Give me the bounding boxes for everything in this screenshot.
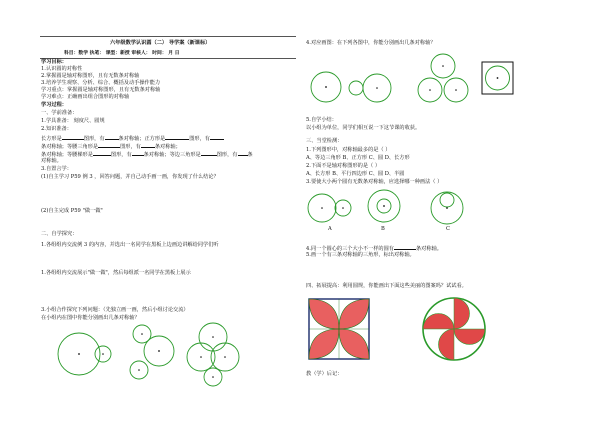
section-3-title: 三、当堂检测：: [306, 138, 343, 144]
section-2-title: 二、自学探究：: [41, 231, 78, 237]
explore-2: 1.各组组内交流展示"做一做"，然后每组派一名同学在黑板上展示: [41, 270, 191, 276]
k2b: 图形，有: [120, 144, 141, 150]
section-1-title: 一、学前准备：: [41, 110, 78, 116]
test-5: 5.画一个有三条对称轴的三角形，标出对称轴。: [306, 252, 415, 258]
goal-3: 3.培养学生观察、分析、综合、概括及动手操作能力: [41, 80, 161, 86]
goal-1: 1.认识圆的对称性: [41, 66, 83, 72]
k1b: 图形，有: [83, 136, 105, 142]
k3b: 图形，有: [110, 152, 132, 158]
question-2: (2)自主完成 P59 "做一做": [41, 208, 103, 214]
summary-text: 以小组为单位，同学们相互说一下这节课的收获。: [306, 125, 421, 131]
question-1: (1)自主学习 P59 例 3 ，回答问题，并自己动手画一画，你发现了什么结论？: [41, 174, 219, 180]
process-title: 学习过程：: [41, 102, 67, 108]
test-2: 2.下面不是轴对称图形的是（ ）: [306, 163, 381, 169]
key-point: 学习重点：掌握圆是轴对称图形，且有无数条对称轴: [41, 87, 161, 93]
t4b: 条对称轴。: [415, 246, 442, 252]
k3c: 条对称轴；等边三角形是: [143, 152, 201, 158]
goal-2: 2.掌握圆是轴对称图形，且有无数条对称轴: [41, 73, 140, 79]
self-study-title: 3.自置言学：: [41, 166, 72, 172]
k3a: 条对称轴；等腰梯形是: [41, 152, 93, 158]
k1a: 长方形是: [41, 136, 62, 142]
test-2-options: A、长方形 B、平行四边形 C、圆 D、半圆: [306, 171, 405, 177]
k2c: 条对称轴；: [154, 144, 181, 150]
k3e: 条: [247, 152, 253, 158]
knowledge-line-4: 对称轴。: [41, 158, 62, 164]
option-c-label: C: [446, 226, 450, 232]
option-b-label: B: [381, 226, 385, 232]
k1c: 条对称轴；正方形是: [118, 136, 166, 142]
explore-3b: 在小组内在图中你能分别画出几条对称轴？: [41, 315, 140, 321]
option-a-label: A: [328, 226, 332, 232]
after-class-notes: 教（学）后记：: [306, 371, 343, 377]
section-4-title: 四、拓展提高：利用圆规，你能画出下面这些美丽的图案吗？试试看。: [306, 283, 467, 289]
goals-title: 学习目标：: [41, 59, 67, 65]
k1d: 图形，有: [189, 136, 210, 142]
figure-four-petal-square: [309, 299, 369, 359]
figure-pinwheel-circle: [423, 298, 485, 360]
k2a: 条对称轴；等腰三角形是: [41, 144, 99, 150]
right-q4: 4.对应画图：在下列各图中，你能分别画出几条对称轴？: [306, 40, 436, 46]
test-3: 3.要使大小两个圆有无数条对称轴，应选择哪一种画法（ ）: [306, 179, 443, 185]
knowledge-title: 2.知识准备：: [41, 126, 72, 132]
t4a: 4.同一个圆心的三个大小不一样的圆有: [306, 246, 394, 252]
page-title: 六年级数学认识圆（二） 导学案（新课标）: [110, 40, 211, 46]
summary-title: 5.自学小结：: [306, 117, 337, 123]
difficulty: 学习难点：正确画出组合图形的对称轴: [41, 94, 130, 100]
explore-1: 1.各组组内交流例 3 的内容，并选出一名同学在黑板上边画边讲解给同学们听: [41, 242, 219, 248]
tools: 1.学具准备： 刻度尺、圆规: [41, 118, 105, 124]
test-1: 1.下列图形中，对称轴最多的是（ ）: [306, 147, 391, 153]
k3d: 图形，有: [216, 152, 238, 158]
page-meta: 科目：数学 执笔： 课型：新授 审核人： 时间： 月 日: [64, 50, 180, 56]
test-1-options: A、等边三角形 B、正方形 C、圆 D、长方形: [306, 155, 410, 161]
explore-3a: 3.小组合作探究下列问题：（先独立画一画，然后小组讨论交流）: [41, 307, 189, 313]
